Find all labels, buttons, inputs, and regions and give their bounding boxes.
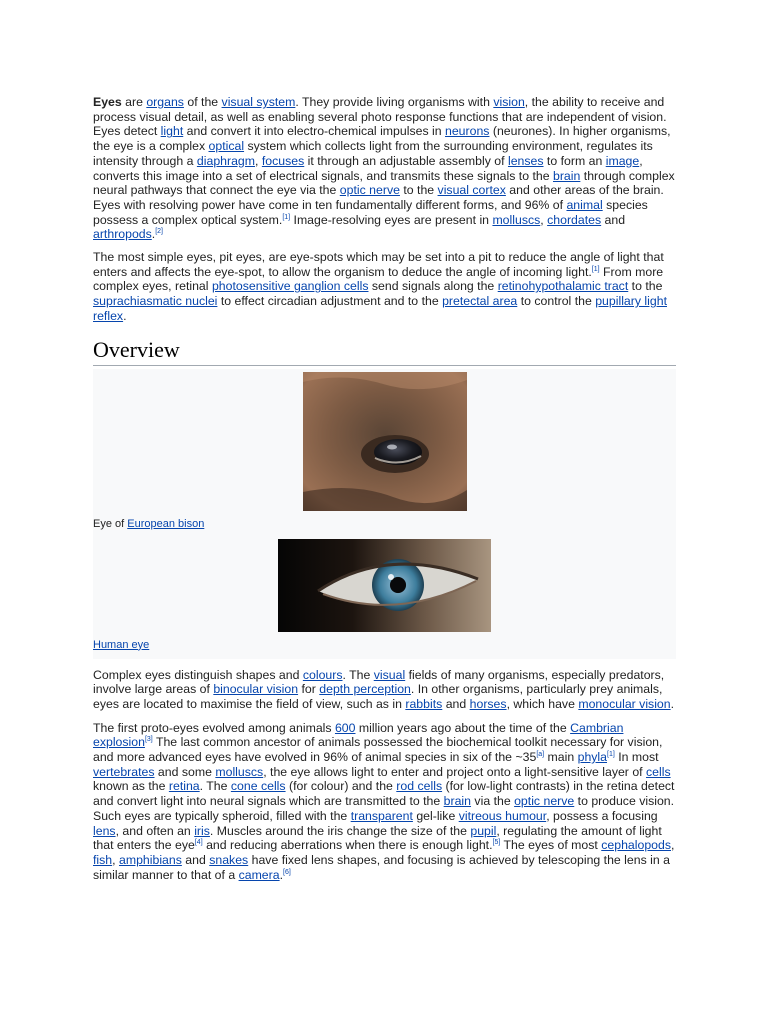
link-brain[interactable]: brain <box>553 168 581 183</box>
link-retina[interactable]: retina <box>168 779 200 794</box>
text: and reducing aberrations when there is enough light. <box>202 838 493 853</box>
text: The last common ancestor of animals possessed the biochemical toolkit necessary for vision, and more advanced eyes have evolved in 96% of animal species in six of the ~35 <box>93 735 663 765</box>
text: and convert it into electro-chemical impulses in <box>183 124 445 139</box>
article-body <box>93 95 676 882</box>
text: are <box>121 95 147 109</box>
text: known as the <box>93 779 169 794</box>
link-cambrian-explosion[interactable]: Cambrian explosion <box>93 720 624 750</box>
text: . They provide living organisms with <box>295 95 494 109</box>
link-visual-system[interactable]: visual system <box>221 95 296 109</box>
reference-3[interactable]: [3] <box>144 736 153 744</box>
link-optical[interactable]: optical <box>208 139 245 154</box>
text: and <box>181 852 210 867</box>
text: . The <box>342 667 374 682</box>
text: . In other organisms, particularly prey animals, eyes are located to maximise the field of view, such as in <box>93 682 663 711</box>
text: to effect circadian adjustment and to the <box>217 294 443 309</box>
text: to the <box>399 183 438 198</box>
text: , the eye allows light to enter and project onto a light-sensitive layer of <box>263 764 646 779</box>
human-eye-image[interactable] <box>278 539 491 632</box>
link-cephalopods[interactable]: cephalopods <box>601 838 671 853</box>
link-binocular-vision[interactable]: binocular vision <box>213 682 299 697</box>
link-animal[interactable]: animal <box>566 197 603 212</box>
text: via the <box>471 794 515 809</box>
text: system which collects light from the surrounding environment, regulates its intensity through a <box>93 139 653 168</box>
link-european-bison[interactable]: European bison <box>127 517 205 530</box>
text: . <box>670 696 675 711</box>
human-eye-photo <box>278 539 491 632</box>
link-vertebrates[interactable]: vertebrates <box>93 764 155 779</box>
text: million years ago about the time of the <box>355 720 571 735</box>
text: have fixed lens shapes, and focusing is achieved by telescoping the lens in a similar manner to that of a <box>93 852 670 882</box>
text: send signals along the <box>368 279 498 294</box>
bison-eye-image[interactable] <box>303 369 467 511</box>
text: (neurones). In higher organisms, the eye is a complex <box>93 124 671 154</box>
paragraph-complex-eyes <box>93 668 676 712</box>
link-organs[interactable]: organs <box>146 95 184 109</box>
link-retinohypothalamic-tract[interactable]: retinohypothalamic tract <box>497 279 629 294</box>
text: (for low-light contrasts) in the retina detect and convert light into neural signals which are transmitted to the <box>93 779 675 809</box>
text: and some <box>154 764 216 779</box>
link-optic-nerve[interactable]: optic nerve <box>514 794 575 809</box>
figure-caption-bison <box>93 511 676 539</box>
text: to form an <box>543 153 606 168</box>
link-chordates[interactable]: chordates <box>547 212 602 227</box>
link-suprachiasmatic-nuclei[interactable]: suprachiasmatic nuclei <box>93 294 218 309</box>
text: . Muscles around the iris change the size of the <box>209 823 471 838</box>
text: to control the <box>517 294 596 309</box>
link-molluscs[interactable]: molluscs <box>492 212 541 227</box>
link-visual-cortex[interactable]: visual cortex <box>437 183 506 198</box>
link-diaphragm[interactable]: diaphragm <box>196 153 256 168</box>
text: and <box>442 696 470 711</box>
link-vision[interactable]: vision <box>493 95 525 109</box>
link-fish[interactable]: fish <box>93 852 113 867</box>
text: main <box>544 750 578 765</box>
link-brain[interactable]: brain <box>443 794 472 809</box>
link-image[interactable]: image <box>605 153 640 168</box>
text: through complex neural pathways that connect the eye via the <box>93 168 675 198</box>
link-cells[interactable]: cells <box>646 764 671 779</box>
link-monocular-vision[interactable]: monocular vision <box>578 696 671 711</box>
overview-gallery <box>93 369 676 659</box>
text: The first proto-eyes evolved among animals <box>93 720 335 735</box>
link-horses[interactable]: horses <box>469 696 507 711</box>
text: gel-like <box>412 808 459 823</box>
link-neurons[interactable]: neurons <box>445 124 490 139</box>
text: (for colour) and the <box>285 779 397 794</box>
reference-6[interactable]: [6] <box>283 868 291 876</box>
caption-text: Eye of <box>93 517 128 530</box>
link-pretectal-area[interactable]: pretectal area <box>442 294 518 309</box>
link-molluscs[interactable]: molluscs <box>215 764 264 779</box>
link-visual[interactable]: visual <box>373 667 406 682</box>
link-lens[interactable]: lens <box>93 823 116 838</box>
figure-caption-human-eye <box>93 632 676 658</box>
section-heading-overview: Overview <box>93 336 676 366</box>
text: to produce vision. Such eyes are typically spheroid, filled with the <box>93 794 675 823</box>
text: , <box>540 212 548 227</box>
link-cone-cells[interactable]: cone cells <box>230 779 286 794</box>
paragraph-proto-eyes <box>93 721 676 883</box>
text: In most <box>614 750 659 765</box>
reference-1[interactable]: [1] <box>607 750 615 758</box>
link-transparent[interactable]: transparent <box>350 808 413 823</box>
link-lenses[interactable]: lenses <box>507 153 544 168</box>
link-amphibians[interactable]: amphibians <box>118 852 182 867</box>
text: and other areas of the brain. Eyes with resolving power have come in ten fundamentally different forms, and 96% of <box>93 183 664 212</box>
text: , <box>671 838 675 853</box>
link-light[interactable]: light <box>160 124 184 139</box>
text: , <box>255 153 262 168</box>
link-rabbits[interactable]: rabbits <box>405 696 443 711</box>
text: fields of many organisms, especially predators, involve large areas of <box>93 667 665 697</box>
text: The most simple eyes, pit eyes, are eye-spots which may be set into a pit to reduce the angle of light that enters and affects the eye-spot, to allow the organism to deduce the angle of incoming light. <box>93 250 664 279</box>
text: , the ability to receive and process visual detail, as well as enabling several photo response functions that are independent of vision. Eyes detect <box>93 95 667 139</box>
text: it through an adjustable assembly of <box>304 153 508 168</box>
text: The eyes of most <box>500 838 602 853</box>
reference-2[interactable]: [2] <box>155 228 164 236</box>
link-optic-nerve[interactable]: optic nerve <box>339 183 400 198</box>
text: , converts this image into a set of electrical signals, and transmits these signals to the <box>93 153 643 183</box>
link-pupillary-light-reflex[interactable]: pupillary light reflex <box>93 294 667 323</box>
text: , <box>112 852 119 867</box>
link-arthropods[interactable]: arthropods <box>93 227 152 242</box>
link-600[interactable]: 600 <box>334 720 356 735</box>
reference-1[interactable]: [1] <box>282 213 291 221</box>
reference-1[interactable]: [1] <box>591 265 600 273</box>
text: , which have <box>506 696 579 711</box>
term-eyes: Eyes <box>93 95 122 109</box>
reference-4[interactable]: [4] <box>194 839 203 847</box>
text: and <box>601 212 626 227</box>
text: of the <box>183 95 222 109</box>
link-phyla[interactable]: phyla <box>577 750 608 765</box>
link-snakes[interactable]: snakes <box>209 852 249 867</box>
link-focuses[interactable]: focuses <box>261 153 305 168</box>
text: Image-resolving eyes are present in <box>290 212 493 227</box>
link-camera[interactable]: camera <box>238 867 280 882</box>
bison-eye-photo <box>303 372 467 511</box>
link-rod-cells[interactable]: rod cells <box>396 779 443 794</box>
text: . The <box>199 779 231 794</box>
text: species possess a complex optical system. <box>93 197 648 227</box>
text: , and often an <box>115 823 195 838</box>
text: . <box>151 227 156 242</box>
note-a[interactable]: [a] <box>536 750 545 758</box>
paragraph-simple-eyes <box>93 250 676 324</box>
text: Complex eyes distinguish shapes and <box>93 667 303 682</box>
link-photosensitive-ganglion-cells[interactable]: photosensitive ganglion cells <box>211 279 369 294</box>
text: to the <box>628 279 663 294</box>
reference-5[interactable]: [5] <box>492 839 501 847</box>
link-depth-perception[interactable]: depth perception <box>319 682 411 697</box>
text: , regulating the amount of light that enters the eye <box>93 823 662 853</box>
link-vitreous-humour[interactable]: vitreous humour <box>458 808 547 823</box>
text: for <box>298 682 320 697</box>
link-human-eye[interactable]: Human eye <box>93 638 150 651</box>
text: . <box>123 308 127 323</box>
link-pupil[interactable]: pupil <box>470 823 497 838</box>
text: , possess a focusing <box>546 808 658 823</box>
link-iris[interactable]: iris <box>194 823 210 838</box>
link-colours[interactable]: colours <box>302 667 343 682</box>
lead-paragraph <box>93 95 676 242</box>
text: From more complex eyes, retinal <box>93 264 664 294</box>
text: . <box>279 867 284 882</box>
